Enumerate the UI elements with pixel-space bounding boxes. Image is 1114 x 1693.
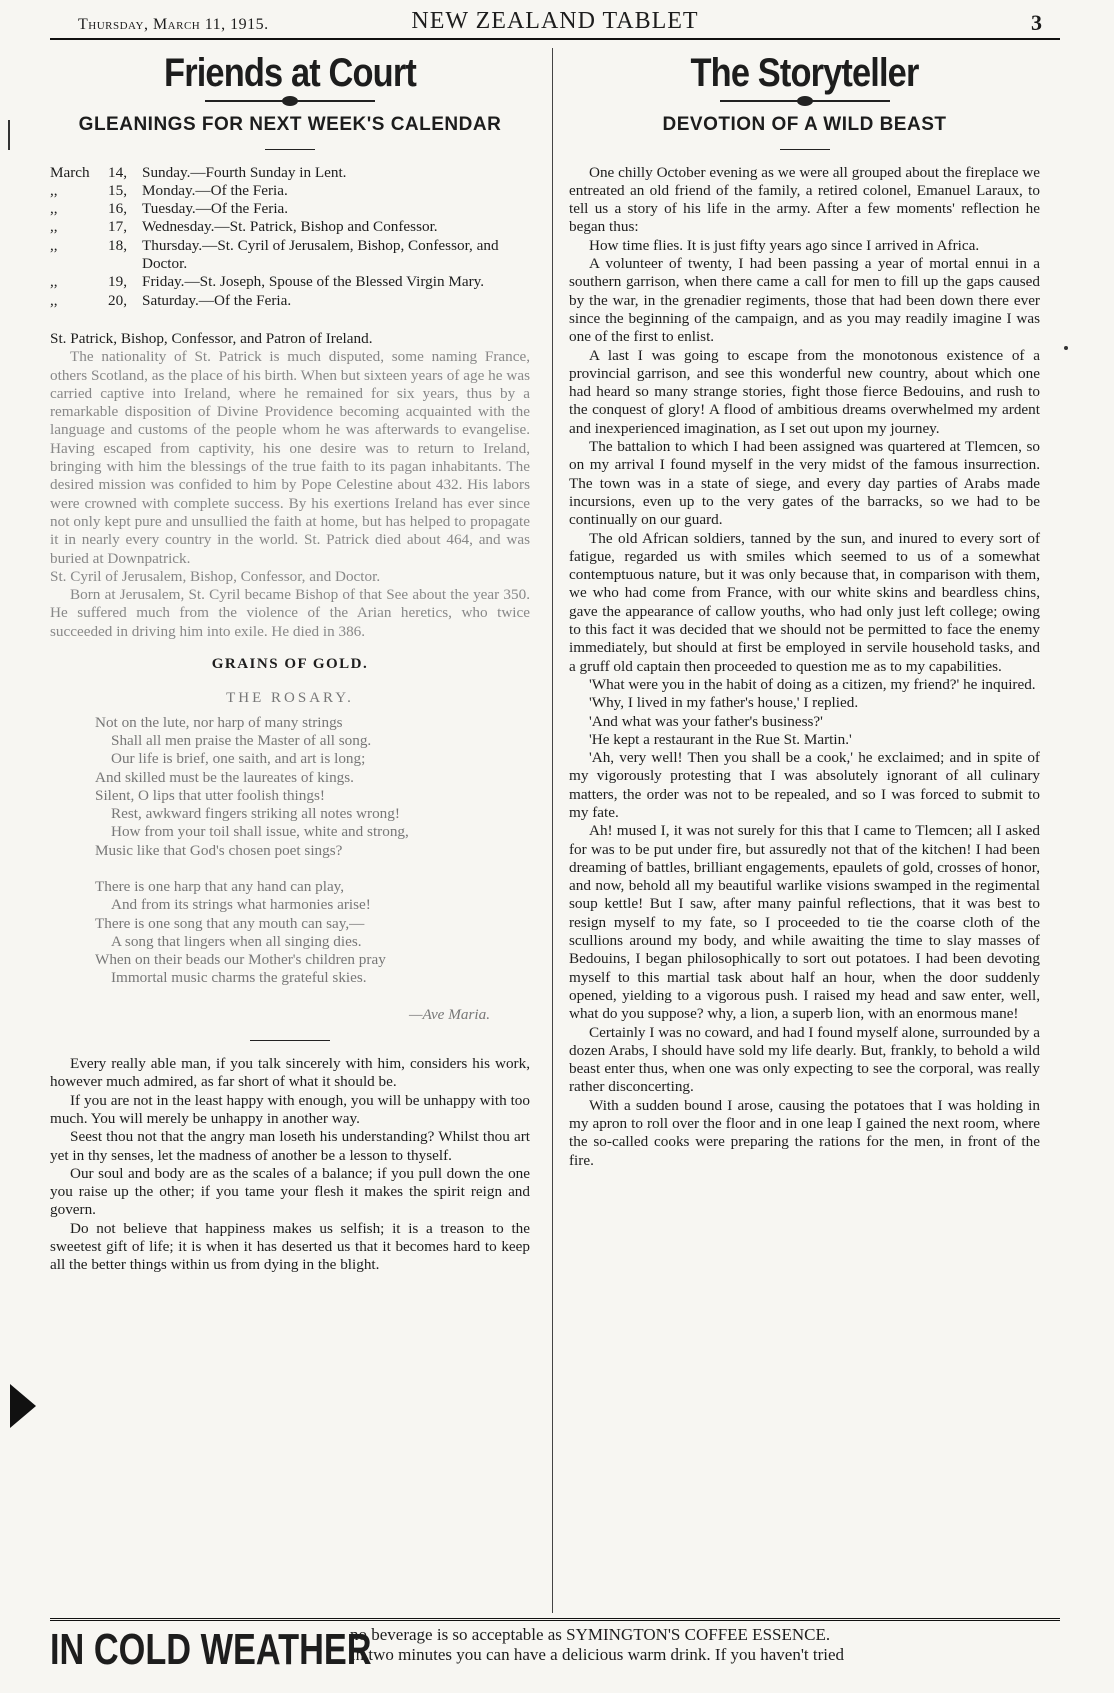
friends-at-court-heading: Friends at Court: [164, 51, 416, 95]
maxim-paragraph: Every really able man, if you talk sincerely with him, considers his work, however much admired, as far short of what it should be.: [50, 1055, 530, 1091]
calendar-entry: ,, 16, Tuesday.—Of the Feria.: [50, 200, 289, 218]
story-paragraph: Certainly I was no coward, and had I found myself alone, surrounded by a dozen Arabs, I should have sold my life dearly. But, frankly, to behold a wild beast enter thus, when one was only expecting to see the corporal, was really rather disconcerting.: [569, 1023, 1040, 1096]
newspaper-title: NEW ZEALAND TABLET: [411, 8, 699, 34]
calendar-entry: ,, 17, Wednesday.—St. Patrick, Bishop and Confessor.: [50, 218, 438, 236]
poem-line: Silent, O lips that utter foolish things!: [95, 786, 325, 804]
ad-headline: IN COLD WEATHER: [50, 1625, 372, 1674]
poem-line: There is one harp that any hand can play,: [95, 877, 345, 895]
story-paragraph: One chilly October evening as we were all grouped about the fireplace we entreated an old friend of the family, a retired colonel, Emanuel Laraux, to tell us a story of his life in the army. After a few moments' reflection he began thus:: [569, 163, 1040, 236]
ad-text-line: In two minutes you can have a delicious warm drink. If you haven't tried: [350, 1645, 845, 1664]
maxim-paragraph: Our soul and body are as the scales of a balance; if you pull down the one you raise up the other; if you tame your flesh it makes the spirit reign and govern.: [50, 1164, 530, 1219]
poem-line: Not on the lute, nor harp of many strings: [95, 713, 343, 731]
calendar-entry: ,, 15, Monday.—Of the Feria.: [50, 181, 288, 199]
poem-line: Music like that God's chosen poet sings?: [95, 841, 343, 859]
calendar-entry: March 14, Sunday.—Fourth Sunday in Lent.: [50, 163, 347, 181]
poem-line: Shall all men praise the Master of all song.: [111, 731, 372, 749]
poem-line: Immortal music charms the grateful skies.: [111, 969, 367, 987]
patrick-title: St. Patrick, Bishop, Confessor, and Patron of Ireland.: [50, 329, 373, 347]
story-paragraph: The battalion to which I had been assigned was quartered at Tlemcen, so on my arrival I found myself in the very midst of the famous insurrection. The town was in a state of siege, and every day parties of Arabs made incursions, even up to the very gates of the barracks, so we had to be continually on our guard.: [569, 438, 1040, 529]
ornament-rule-icon: [720, 96, 890, 106]
pointer-arrow-icon: [10, 1384, 36, 1428]
advertisement-banner: [50, 1618, 1060, 1691]
story-paragraph: 'He kept a restaurant in the Rue St. Martin.': [589, 730, 852, 748]
poem-line: When on their beads our Mother's children pray: [95, 951, 386, 969]
poem-stanza: [95, 714, 530, 860]
column-divider: [552, 48, 553, 1613]
page-number: 3: [1031, 10, 1042, 35]
calendar-list: [50, 164, 530, 310]
ornament-rule-icon: [205, 96, 375, 106]
short-rule: [265, 149, 315, 150]
story-paragraph: 'Ah, very well! Then you shall be a cook,' he exclaimed; and in spite of my vigorously protesting that I was absolutely ignorant of all culinary matters, the order was not to be repealed, and so I was forced to submit to my fate.: [569, 749, 1040, 821]
maxim-paragraph: Seest thou not that the angry man loseth his understanding? Whilst thou art yet in thy senses, let the madness of another be a lesson to thyself.: [50, 1128, 530, 1164]
poem: [95, 714, 530, 988]
short-rule: [780, 149, 830, 150]
ink-speck-icon: [1064, 346, 1068, 350]
story-paragraph: With a sudden bound I arose, causing the potatoes that I was holding in my apron to roll over the floor and in one leap I gained the next room, where the so-called cooks were preparing the rations for the men, in front of the fire.: [569, 1096, 1040, 1169]
story-title: DEVOTION OF A WILD BEAST: [662, 114, 947, 136]
calendar-entry: ,, 19, Friday.—St. Joseph, Spouse of the Blessed Virgin Mary.: [50, 273, 485, 291]
left-column: [50, 52, 530, 1275]
story-paragraph: 'What were you in the habit of doing as a citizen, my friend?' he inquired.: [589, 675, 1036, 693]
right-column: [569, 52, 1040, 1170]
grains-of-gold-heading: GRAINS OF GOLD.: [211, 656, 369, 673]
patrick-body: The nationality of St. Patrick is much disputed, some naming France, others Scotland, as the place of his birth. When but sixteen years of age he was carried captive into Ireland, where he remained for six years, thus by a remarkable disposition of Divine Providence becoming acquainted with the language and customs of the people whom he was afterwards to evangelise. Having escaped from captivity, his one desire was to return to Ireland, bringing with him the blessings of the true faith to its pagan inhabitants. The desired mission was confided to him by Pope Celestine about 432. His labors were crowned with complete success. By his exertions Ireland has ever since not only kept pure and unsullied the faith at home, but has helped to propagate it in nearly every country in the world. St. Patrick died about 464, and was buried at Downpatrick.: [50, 348, 530, 567]
story-paragraph: A volunteer of twenty, I had been passing a year of mortal ennui in a southern garrison, when there came a call for men to fill up the gaps caused by the war, in the grenadier regiments, those that had been down there ever since the beginning of the campaign, and as you may readily imagine I was one of the first to enlist.: [569, 255, 1040, 346]
story-paragraph: A last I was going to escape from the monotonous existence of a provincial garrison, and see this wonderful new country, about which one had heard so many strange stories, fight those fierce Bedouins, and rush to the conquest of glory! A flood of ambitious dreams overwhelmed my ardent and inexperienced imagination, as I set out upon my journey.: [569, 346, 1040, 437]
calendar-entry: ,, 18, Thursday.—St. Cyril of Jerusalem, Bishop, Confessor, and Doctor.: [50, 236, 499, 273]
poem-line: Rest, awkward fingers striking all notes wrong!: [111, 805, 400, 823]
story-paragraph: 'Why, I lived in my father's house,' I replied.: [589, 694, 859, 712]
poem-line: There is one song that any mouth can say,—: [95, 914, 365, 932]
maxim-paragraph: Do not believe that happiness makes us selfish; it is a treason to the sweetest gift of life; it is when it has deserted us that it becomes hard to keep all the better things within us from dying in the blight.: [50, 1219, 530, 1274]
page-header: [50, 6, 1060, 40]
maxim-paragraph: If you are not in the least happy with enough, you will be unhappy with too much. You will merely be unhappy in another way.: [50, 1091, 530, 1127]
poem-line: Our life is brief, one saith, and art is long;: [111, 750, 366, 768]
story-paragraph: 'And what was your father's business?': [589, 712, 823, 730]
calendar-subheading: GLEANINGS FOR NEXT WEEK'S CALENDAR: [78, 114, 502, 136]
section-rule: [250, 1040, 330, 1041]
story-paragraph: Ah! mused I, it was not surely for this that I came to Tlemcen; all I asked for was to be put under fire, but assuredly not that of the kitchen! I had been dreaming of battles, brilliant engagements, epaulets of gold, crosses of honor, and now, behold all my beautiful warlike visions swamped in the regimental soup kettle! But I saw, after many painful reflections, that it was best to resign myself to my fate, so I proceeded to tie the coarse cloth of the scullions around my body, and while awaiting the time to slay masses of Bedouins, I began philosophically to sort out potatoes. I had been devoting myself to this martial task about half an hour, when the door suddenly opened, yielding to a vigorous push. I raised my head and saw enter, well, what do you suppose? why, a lion, a superb lion, with an enormous mane!: [569, 822, 1040, 1023]
poem-line: A song that lingers when all singing dies.: [111, 932, 362, 950]
story-paragraph: The old African soldiers, tanned by the sun, and inured to every sort of fatigue, regarded us with smiles which seemed to us of a somewhat contemptuous nature, but it was only because that, in comparison with them, we who had come from France, with our white skins and beardless chins, gave the appearance of callow youths, who had only just left college; owing to this fact it was decided that we should not be permitted to face the enemy immediately, but should at first be employed in servile household tasks, and a gruff old captain then proceeded to question me as to my capabilities.: [569, 529, 1040, 675]
poem-signature: —Ave Maria.: [409, 1005, 490, 1023]
issue-date: Thursday, March 11, 1915.: [78, 16, 269, 33]
story-paragraph: How time flies. It is just fifty years ago since I arrived in Africa.: [589, 236, 980, 254]
cyril-body: Born at Jerusalem, St. Cyril became Bishop of that See about the year 350. He suffered much from the violence of the Arian heretics, who twice succeeded in driving him into exile. He died in 386.: [50, 586, 530, 640]
poem-title: THE ROSARY.: [226, 690, 354, 707]
poem-line: And skilled must be the laureates of kings.: [95, 768, 354, 786]
cyril-title: St. Cyril of Jerusalem, Bishop, Confessor, and Doctor.: [50, 567, 381, 585]
poem-line: How from your toil shall issue, white and strong,: [111, 823, 409, 841]
calendar-entry: ,, 20, Saturday.—Of the Feria.: [50, 291, 292, 309]
storyteller-heading: The Storyteller: [690, 51, 919, 95]
poem-line: And from its strings what harmonies arise!: [111, 896, 371, 914]
poem-stanza: [95, 878, 530, 988]
ad-text-line: no beverage is so acceptable as SYMINGTON'S COFFEE ESSENCE.: [350, 1625, 831, 1644]
margin-mark-icon: [8, 120, 16, 150]
